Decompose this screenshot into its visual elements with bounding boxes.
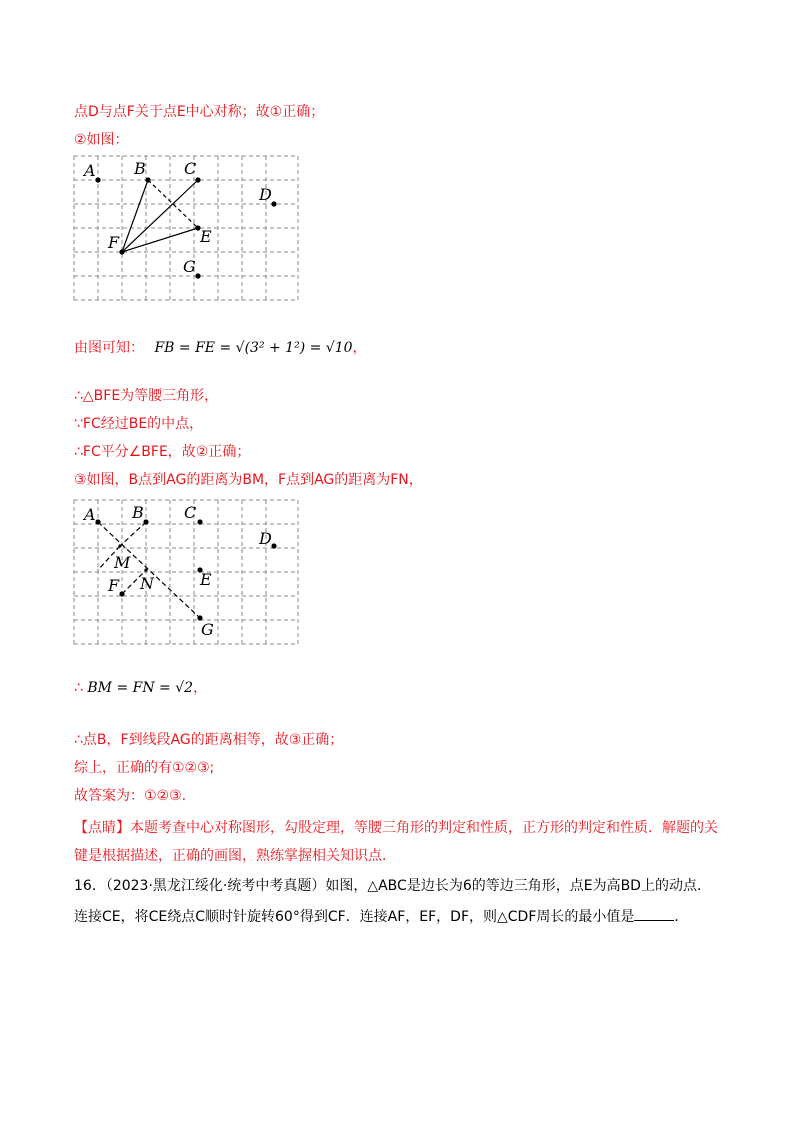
question-16-end: ． bbox=[674, 909, 689, 925]
label-C: C bbox=[184, 159, 197, 178]
point-C bbox=[195, 177, 200, 182]
solution-line-2: ②如图： bbox=[74, 132, 129, 148]
solution-line-10: 综上，正确的有①②③; bbox=[74, 760, 215, 776]
point-A bbox=[95, 177, 100, 182]
point-F bbox=[119, 591, 124, 596]
solution-line-3 bbox=[74, 338, 367, 358]
solution-line-1: 点D与点F关于点E中心对称；故①正确； bbox=[74, 104, 325, 120]
label-G: G bbox=[201, 620, 214, 639]
solution-line-4: ∴△BFE为等腰三角形， bbox=[74, 388, 219, 404]
solution-line-5: ∵FC经过BE的中点， bbox=[74, 416, 204, 432]
question-16-line-2 bbox=[74, 906, 688, 927]
label-D: D bbox=[259, 185, 272, 204]
segment-FB bbox=[122, 180, 148, 252]
point-D bbox=[271, 201, 276, 206]
point-A bbox=[95, 519, 100, 524]
point-C bbox=[197, 519, 202, 524]
label-E: E bbox=[200, 570, 212, 589]
line-3-prefix: 由图可知： bbox=[74, 340, 144, 356]
key-point-line-2: 键是根据描述，正确的画图，熟练掌握相关知识点． bbox=[74, 848, 396, 864]
point-G bbox=[195, 273, 200, 278]
line-3-math: FB = FE = √(3² + 1²) = √10 bbox=[154, 340, 353, 356]
label-M: M bbox=[114, 553, 131, 572]
answer-blank bbox=[634, 906, 674, 921]
line-8-prefix: ∴ bbox=[74, 680, 83, 696]
line-3-suffix: ， bbox=[352, 340, 367, 356]
point-B bbox=[143, 519, 148, 524]
solution-line-6: ∴FC平分∠BFE，故②正确； bbox=[74, 444, 251, 460]
point-B bbox=[145, 177, 150, 182]
label-C: C bbox=[184, 503, 197, 522]
point-N bbox=[144, 568, 147, 571]
label-B: B bbox=[132, 503, 144, 522]
label-A: A bbox=[84, 161, 96, 180]
label-D: D bbox=[259, 529, 272, 548]
label-F: F bbox=[108, 576, 120, 595]
grid-figure-1 bbox=[70, 152, 306, 308]
point-F bbox=[119, 249, 124, 254]
question-16-text: 连接CE，将CE绕点C顺时针旋转60°得到CF．连接AF，EF，DF，则△CDF周长的最小值是 bbox=[74, 909, 635, 925]
label-F: F bbox=[108, 233, 120, 252]
key-point-line-1: 【点睛】本题考查中心对称图形，勾股定理，等腰三角形的判定和性质，正方形的判定和性质．解题的关 bbox=[74, 820, 718, 836]
line-8-suffix: ， bbox=[193, 680, 208, 696]
label-N: N bbox=[140, 574, 154, 593]
label-E: E bbox=[200, 227, 212, 246]
solution-line-8 bbox=[74, 678, 207, 698]
grid-figure-2 bbox=[70, 496, 306, 652]
segment-FE bbox=[122, 228, 198, 252]
solution-line-9: ∴点B，F到线段AG的距离相等，故③正确； bbox=[74, 732, 344, 748]
label-A: A bbox=[84, 505, 96, 524]
solution-line-11: 故答案为：①②③. bbox=[74, 788, 187, 804]
solution-line-7: ③如图，B点到AG的距离为BM，F点到AG的距离为FN， bbox=[74, 472, 423, 488]
label-G: G bbox=[183, 257, 196, 276]
segment-BM bbox=[120, 522, 146, 546]
point-D bbox=[271, 543, 276, 548]
label-B: B bbox=[134, 159, 146, 178]
question-16-line-1: 16．（2023·黑龙江绥化·统考中考真题）如图，△ABC是边长为6的等边三角形，点E为高BD上的动点． bbox=[74, 878, 711, 894]
line-8-math: BM = FN = √2 bbox=[87, 680, 194, 696]
point-M bbox=[118, 544, 121, 547]
